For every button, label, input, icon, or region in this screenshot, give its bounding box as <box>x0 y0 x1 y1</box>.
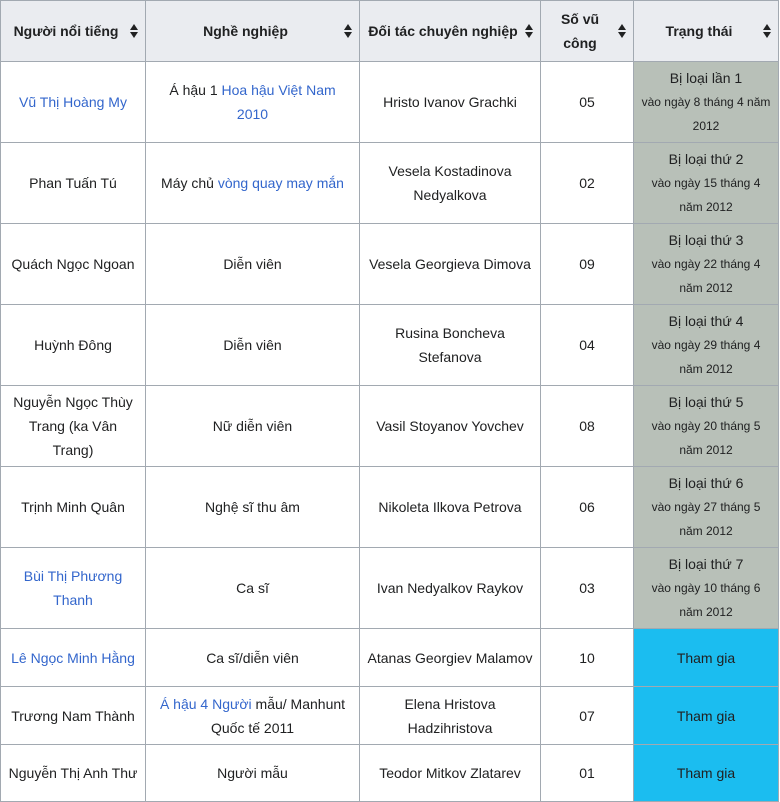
status-cell <box>634 467 779 548</box>
table-row <box>1 224 779 305</box>
status-label: Bị loại thứ 2 <box>668 151 744 167</box>
celebrity-link[interactable]: Lê Ngọc Minh Hằng <box>11 649 135 666</box>
header-celebrity[interactable] <box>1 1 146 62</box>
header-partner[interactable] <box>360 1 541 62</box>
table-row <box>1 467 779 548</box>
occupation-cell <box>146 687 360 745</box>
partner-cell: Hristo Ivanov Grachki <box>360 62 541 143</box>
occupation-cell <box>146 62 360 143</box>
sort-icon[interactable] <box>763 23 771 39</box>
status-label: Tham gia <box>676 649 736 666</box>
status-cell <box>634 745 779 802</box>
header-status[interactable] <box>634 1 779 62</box>
dancer-number-cell: 10 <box>541 629 634 687</box>
occupation-text: Người mẫu <box>217 765 288 781</box>
status-label: Bị loại thứ 3 <box>668 232 744 248</box>
status-label: Bị loại lần 1 <box>669 70 743 86</box>
partner-cell: Vesela Georgieva Dimova <box>360 224 541 305</box>
celebrity-cell <box>1 467 146 548</box>
partner-cell: Rusina Boncheva Stefanova <box>360 305 541 386</box>
status-label: Tham gia <box>676 765 736 781</box>
celebrity-name: Trương Nam Thành <box>11 707 135 724</box>
occupation-cell <box>146 143 360 224</box>
occupation-text: Diễn viên <box>223 256 282 272</box>
celebrity-cell <box>1 143 146 224</box>
occupation-text: Nghệ sĩ thu âm <box>205 499 300 515</box>
occupation-text: Á hậu 1 <box>169 82 222 98</box>
table-row <box>1 548 779 629</box>
dancer-number-cell: 04 <box>541 305 634 386</box>
celebrity-cell <box>1 62 146 143</box>
header-status-label: Trạng thái <box>665 23 733 39</box>
dancer-number-cell: 09 <box>541 224 634 305</box>
status-cell <box>634 305 779 386</box>
sort-icon[interactable] <box>525 23 533 39</box>
table-row <box>1 305 779 386</box>
status-date: vào ngày 10 tháng 6 năm 2012 <box>651 581 761 619</box>
celebrity-cell <box>1 745 146 802</box>
dancer-number-cell: 05 <box>541 62 634 143</box>
sort-icon[interactable] <box>344 23 352 39</box>
partner-cell: Teodor Mitkov Zlatarev <box>360 745 541 802</box>
status-cell <box>634 62 779 143</box>
celebrity-cell <box>1 629 146 687</box>
header-row <box>1 1 779 62</box>
dancer-number-cell: 06 <box>541 467 634 548</box>
status-label: Bị loại thứ 5 <box>668 394 744 410</box>
table-row <box>1 386 779 467</box>
occupation-cell <box>146 629 360 687</box>
sort-icon[interactable] <box>130 23 138 39</box>
occupation-cell <box>146 386 360 467</box>
celebrity-name: Nguyễn Thị Anh Thư <box>8 765 138 781</box>
status-label: Bị loại thứ 6 <box>668 475 744 491</box>
occupation-link[interactable]: Hoa hậu Việt Nam 2010 <box>221 82 336 122</box>
occupation-text: Máy chủ <box>161 175 218 191</box>
header-number-label: Số vũ công <box>560 11 600 51</box>
occupation-text: Ca sĩ/diễn viên <box>206 649 299 666</box>
occupation-cell <box>146 305 360 386</box>
table-body <box>1 62 779 802</box>
status-cell <box>634 629 779 687</box>
status-label: Bị loại thứ 7 <box>668 556 744 572</box>
header-occupation[interactable] <box>146 1 360 62</box>
occupation-text: Nữ diễn viên <box>212 418 293 434</box>
status-date: vào ngày 20 tháng 5 năm 2012 <box>651 419 761 457</box>
header-number[interactable] <box>541 1 634 62</box>
occupation-cell <box>146 467 360 548</box>
status-label: Tham gia <box>676 707 736 724</box>
status-date: vào ngày 27 tháng 5 năm 2012 <box>651 500 761 538</box>
celebrity-name: Quách Ngọc Ngoan <box>11 256 135 272</box>
table-row <box>1 62 779 143</box>
header-partner-label: Đối tác chuyên nghiệp <box>368 23 518 39</box>
occupation-cell <box>146 745 360 802</box>
status-cell <box>634 548 779 629</box>
occupation-link[interactable]: Á hậu 4 Người <box>159 695 252 712</box>
status-date: vào ngày 15 tháng 4 năm 2012 <box>651 176 761 214</box>
status-cell <box>634 687 779 745</box>
celebrity-name: Trịnh Minh Quân <box>21 499 125 515</box>
status-cell <box>634 143 779 224</box>
status-date: vào ngày 8 tháng 4 năm 2012 <box>641 95 771 133</box>
partner-cell: Atanas Georgiev Malamov <box>360 629 541 687</box>
header-celebrity-label: Người nổi tiếng <box>13 23 119 39</box>
status-cell <box>634 224 779 305</box>
dancer-number-cell: 01 <box>541 745 634 802</box>
celebrity-link[interactable]: Bùi Thị Phương Thanh <box>23 568 123 608</box>
occupation-link[interactable]: vòng quay may mắn <box>217 175 344 191</box>
table-row <box>1 687 779 745</box>
occupation-cell <box>146 548 360 629</box>
occupation-cell <box>146 224 360 305</box>
dancer-number-cell: 03 <box>541 548 634 629</box>
sort-icon[interactable] <box>618 23 626 39</box>
status-label: Bị loại thứ 4 <box>668 313 744 329</box>
table-row <box>1 143 779 224</box>
table-row <box>1 745 779 802</box>
partner-cell: Elena Hristova Hadzihristova <box>360 687 541 745</box>
partner-cell: Vasil Stoyanov Yovchev <box>360 386 541 467</box>
celebrity-cell <box>1 305 146 386</box>
status-cell <box>634 386 779 467</box>
status-date: vào ngày 22 tháng 4 năm 2012 <box>651 257 761 295</box>
occupation-text: mẫu/ Manhunt Quốc tế 2011 <box>210 695 346 736</box>
status-date: vào ngày 29 tháng 4 năm 2012 <box>651 338 761 376</box>
dancer-number-cell: 07 <box>541 687 634 745</box>
celebrity-link[interactable]: Vũ Thị Hoàng My <box>19 94 127 110</box>
occupation-text: Diễn viên <box>223 337 282 353</box>
celebrity-name: Huỳnh Đông <box>34 337 112 353</box>
celebrity-cell <box>1 548 146 629</box>
celebrity-cell <box>1 224 146 305</box>
celebrity-cell <box>1 386 146 467</box>
header-occupation-label: Nghề nghiệp <box>203 23 288 39</box>
partner-cell: Ivan Nedyalkov Raykov <box>360 548 541 629</box>
table-row <box>1 629 779 687</box>
partner-cell: Nikoleta Ilkova Petrova <box>360 467 541 548</box>
occupation-text: Ca sĩ <box>236 580 269 596</box>
celebrity-name: Nguyễn Ngọc Thùy Trang (ka Vân Trang) <box>13 394 133 458</box>
dancer-number-cell: 08 <box>541 386 634 467</box>
dancer-number-cell: 02 <box>541 143 634 224</box>
celebrity-cell <box>1 687 146 745</box>
partner-cell: Vesela Kostadinova Nedyalkova <box>360 143 541 224</box>
celebrity-name: Phan Tuấn Tú <box>29 175 117 191</box>
